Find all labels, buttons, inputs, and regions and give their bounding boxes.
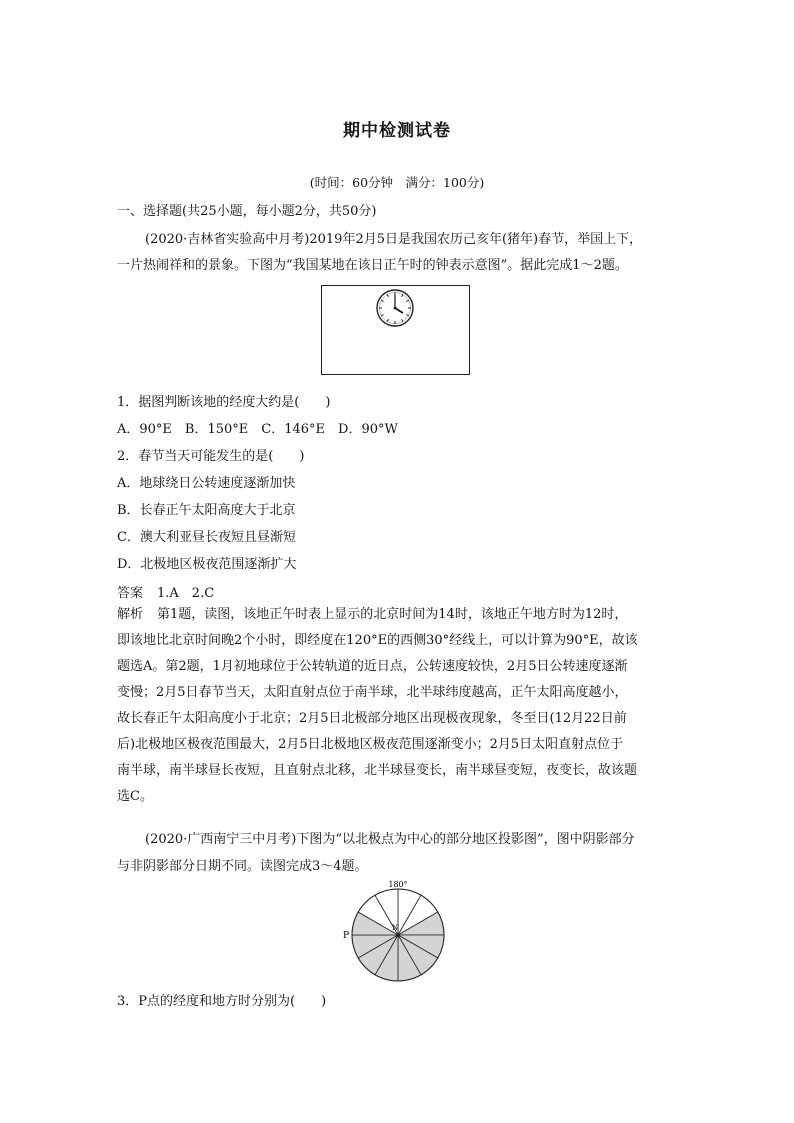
answer-line [117,582,214,601]
question-2-stem: 2．春节当天可能发生的是( ) [117,449,305,464]
analysis-line: 解析 第1题，读图，该地正午时表上显示的北京时间为14时，该地正午地方时为12时， [117,607,628,622]
clock-figure [321,285,470,375]
meridian-180-label: 180° [388,880,408,889]
page-title: 期中检测试卷 [343,121,451,141]
north-pole-label: N [391,924,399,932]
question-2-option-b: B．长春正午太阳高度大于北京 [117,503,296,518]
analysis-label: 解析 [117,607,144,622]
analysis-line: 选C。 [117,789,153,804]
point-p-label: P [342,931,350,941]
question-1-options: A．90°E B．150°E C．146°E D．90°W [117,422,398,437]
exam-info: (时间：60分钟 满分：100分) [309,175,485,190]
analysis-line: 南半球，南半球昼长夜短，且直射点北移，北半球昼变长，南半球昼变短，夜变长，故该题 [117,763,638,778]
analysis-line: 变慢；2月5日春节当天，太阳直射点位于南半球，北半球纬度越高，正午太阳高度越小， [117,685,628,700]
answer-label: 答案 [117,586,144,601]
question-2-option-d: D．北极地区极夜范围逐渐扩大 [117,557,297,572]
analysis-paragraph [117,602,693,810]
intro1-line2: 一片热闹祥和的景象。下图为“我国某地在该日正午时的钟表示意图”。据此完成1～2题。 [117,258,628,273]
question-1-stem: 1．据图判断该地的经度大约是( ) [117,395,331,410]
polar-projection-figure [340,878,450,988]
section-heading: 一、选择题(共25小题，每小题2分，共50分) [117,204,377,219]
analysis-line: 即该地比北京时间晚2个小时，即经度在120°E的西侧30°经线上，可以计算为90°E，故该 [117,633,638,648]
intro2-line1: (2020·广西南宁三中月考)下图为“以北极点为中心的部分地区投影图”，图中阴影部分 [145,832,635,847]
analysis-line: 故长春正午太阳高度小于北京；2月5日北极部分地区出现极夜现象，冬至日(12月22日前 [117,711,627,726]
answer-text: 1.A 2.C [157,586,215,601]
question-3-stem: 3．P点的经度和地方时分别为( ) [117,994,327,1009]
question-2-option-a: A．地球绕日公转速度逐渐加快 [117,476,296,491]
intro1-line1: (2020·吉林省实验高中月考)2019年2月5日是我国农历己亥年(猪年)春节，举国上下， [145,232,643,247]
analysis-line: 后)北极地区极夜范围最大，2月5日北极地区极夜范围逐渐变小；2月5日太阳直射点位于 [117,737,624,752]
intro2-line2: 与非阴影部分日期不同。读图完成3～4题。 [117,859,368,874]
analysis-line: 题选A。第2题，1月初地球位于公转轨道的近日点，公转速度较快，2月5日公转速度逐渐 [117,659,628,674]
question-2-option-c: C．澳大利亚昼长夜短且昼渐短 [117,530,296,545]
